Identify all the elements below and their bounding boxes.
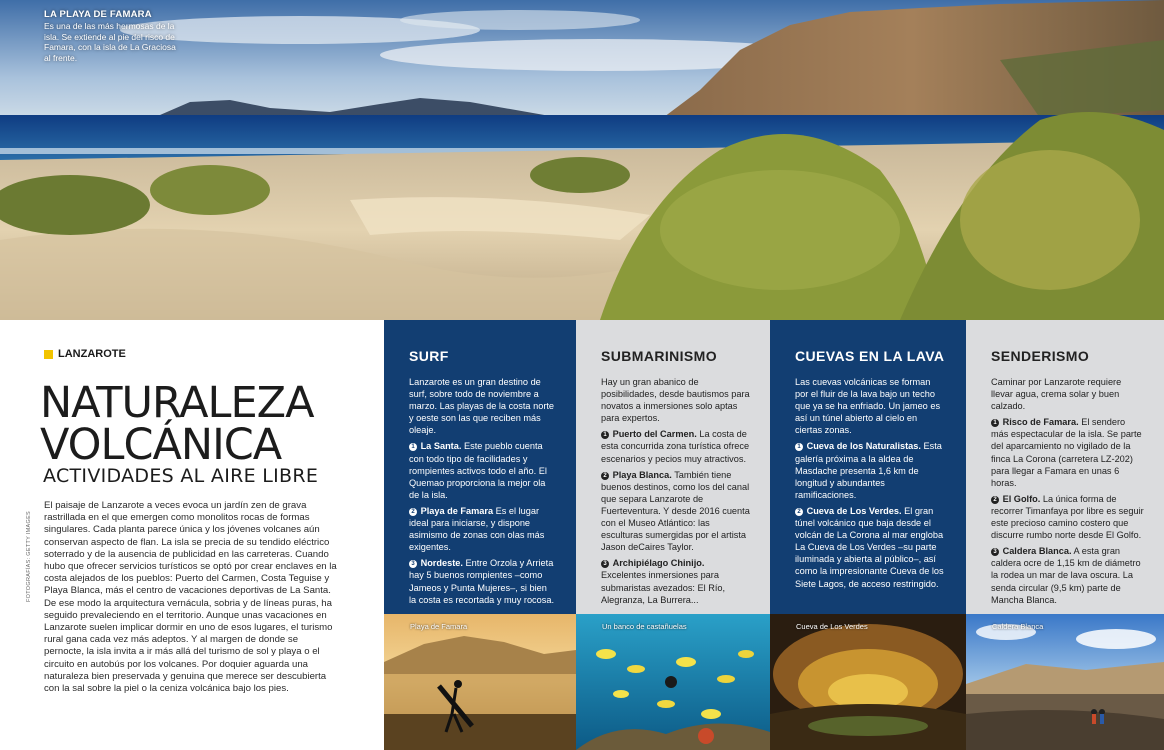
yellow-square-icon [44,350,53,359]
item-text: La costa de esta concurrida zona turística ofrece escenarios y pecios muy atractivos. [601,429,750,464]
column-heading: SUBMARINISMO [601,348,718,364]
column-heading: SURF [409,348,449,364]
item-text: El gran túnel volcánico que baja desde el volcán de La Corona al mar engloba La Cueva de Los Verdes –su parte iluminada y abierta al público–, así como la impresionante Cueva de los Siete Lagos, de acceso restringido. [795,505,944,589]
number-badge-icon: 3 [409,560,417,568]
list-item [991,493,1144,541]
list-item [601,469,750,554]
list-item [409,440,556,500]
column-senderismo [966,320,1164,614]
item-text: Este pueblo cuenta con todo tipo de facilidades y rompientes activos todo el año. El Quemao proporciona la mejor ola de la isla. [409,441,547,500]
column-cuevas [770,320,966,614]
number-badge-icon: 2 [409,508,417,516]
item-name: Playa de Famara [420,505,494,516]
column-submarinismo [576,320,770,614]
photo-cuevas [770,614,966,750]
list-item [795,440,946,500]
column-heading: CUEVAS EN LA LAVA [795,348,945,364]
caldera-blanca-image [966,614,1164,750]
list-item [795,505,946,590]
item-text: La única forma de recorrer Timanfaya por libre es seguir este precioso camino costero que discurre rumbo norte desde El Golfo. [991,493,1144,541]
item-name: Puerto del Carmen. [612,429,697,440]
item-text: Esta galería próxima a la aldea de Masdache presenta 1,6 km de longitud y abundantes ramificaciones. [795,441,942,500]
photo-caption: Caldera Blanca [992,622,1044,631]
list-item [991,545,1144,605]
item-name: Nordeste. [420,558,463,569]
article-body: El paisaje de Lanzarote a veces evoca un jardín zen de grava rastrillada en el que emergen como monolitos rocas de formas singulares. Cada planta parece única y los jóvenes volcanes aún conservan aspecto de flan. La isla se precia de su tendido eléctrico soterrado y de la ausencia de publicidad en las carreteras. Cuando hubo que ofrecer servicios turísticos se optó por crear enclaves en la costa alejados de los pueblos: Puerto del Carmen, Costa Teguise y Playa Blanca, más el centro de vacaciones deportivas de La Santa. De ese modo la arquitectura vernácula, sobria y de líneas puras, ha seguido prevaleciendo en el territorio. Aunque unas vacaciones en Lanzarote suelen implicar dormir en uno de esos lugares, el turismo rural gana cada vez más adeptos. Y al margen de donde se pernocte, la isla invita a ir más allá del turismo de sol y playa o el circuito en autobús por los volcanes. Por doquier aguarda una naturaleza bien preservada y genuina que merece ser descubierta con la sal sobre la piel o la ceniza volcánica bajo los pies. [44,500,337,695]
photo-credit: FOTOGRAFÍAS: GETTY IMAGES [26,510,32,602]
item-name: Archipiélago Chinijo. [612,558,705,569]
surfer-sunset-image [384,614,576,750]
photo-caption: Un banco de castañuelas [602,622,687,631]
column-intro: Lanzarote es un gran destino de surf, sobre todo de noviembre a marzo. Las playas de la costa norte y oeste son las que reciben más oleaje. [409,377,555,436]
column-intro: Caminar por Lanzarote requiere llevar agua, crema solar y buen calzado. [991,377,1122,412]
article-intro [0,320,384,750]
column-surf [384,320,576,614]
number-badge-icon: 3 [601,560,609,568]
number-badge-icon: 2 [601,472,609,480]
list-item [409,557,556,605]
item-text: Entre Orzola y Arrieta hay 5 buenos rompientes –como Jameos y Punta Mujeres–, si bien la costa es recortada y muy rocosa. [409,558,555,605]
photo-caption: Playa de Famara [410,622,468,631]
article-title-line2: VOLCÁNICA [40,420,282,470]
column-intro: Las cuevas volcánicas se forman por el fluir de la lava bajo un techo que ya se ha enfriado. Un jameo es así un túnel abierto al cielo en ciertas zonas. [795,377,941,436]
number-badge-icon: 1 [991,419,999,427]
column-intro: Hay un gran abanico de posibilidades, desde bautismos para novatos a inmersiones solo aptas para expertos. [601,377,750,424]
region-label [44,348,126,360]
number-badge-icon: 3 [991,548,999,556]
number-badge-icon: 1 [601,431,609,439]
column-heading: SENDERISMO [991,348,1090,364]
item-name: Playa Blanca. [612,469,672,480]
list-item [991,416,1144,489]
number-badge-icon: 1 [409,443,417,451]
item-name: El Golfo. [1002,493,1041,504]
number-badge-icon: 2 [991,496,999,504]
hero-caption-title: LA PLAYA DE FAMARA [44,9,152,20]
article-title-line1: NATURALEZA [40,378,314,428]
list-item [601,557,750,605]
hero-photo [0,0,1164,320]
number-badge-icon: 2 [795,508,803,516]
list-item [601,428,750,464]
article-subtitle: ACTIVIDADES AL AIRE LIBRE [43,465,319,487]
hero-caption [44,9,179,63]
item-name: Cueva de los Naturalistas. [806,441,921,452]
item-name: Caldera Blanca. [1002,546,1072,557]
fish-school-image [576,614,770,750]
number-badge-icon: 1 [795,443,803,451]
hero-caption-text: Es una de las más hermosas de la isla. Se extiende al pie del risco de Famara, con la isla de La Graciosa al frente. [44,21,176,63]
item-text: El sendero más espectacular de la isla. Se parte del aparcamiento no vigilado de la finca La Corona (carretera LZ-202) para llegar a Famara en unas 6 horas. [991,417,1142,488]
item-text: A esta gran caldera ocre de 1,15 km de diámetro la rodea un mar de lava oscura. La senda circular (9,5 km) parte de Mancha Blanca. [991,546,1141,605]
photo-submarinismo [576,614,770,750]
lava-cave-image [770,614,966,750]
photo-caption: Cueva de Los Verdes [796,622,868,631]
item-text: También tiene buenos destinos, como los del canal que separa Lanzarote de Fuerteventura. Y desde 2016 cuenta con el Museo Atlántico: las esculturas sumergidas por el artista Jason deCaires Taylor. [601,469,750,553]
item-name: La Santa. [420,441,462,452]
photo-senderismo [966,614,1164,750]
item-text: Es el lugar ideal para iniciarse, y dispone asimismo de zonas con olas más exigentes. [409,505,545,553]
item-text: Excelentes inmersiones para submaristas avezados: El Río, Alegranza, La Burrera... [601,570,726,605]
item-name: Risco de Famara. [1002,417,1079,428]
list-item [409,505,556,553]
item-name: Cueva de Los Verdes. [806,505,902,516]
photo-surf [384,614,576,750]
region-text: LANZAROTE [58,348,126,360]
